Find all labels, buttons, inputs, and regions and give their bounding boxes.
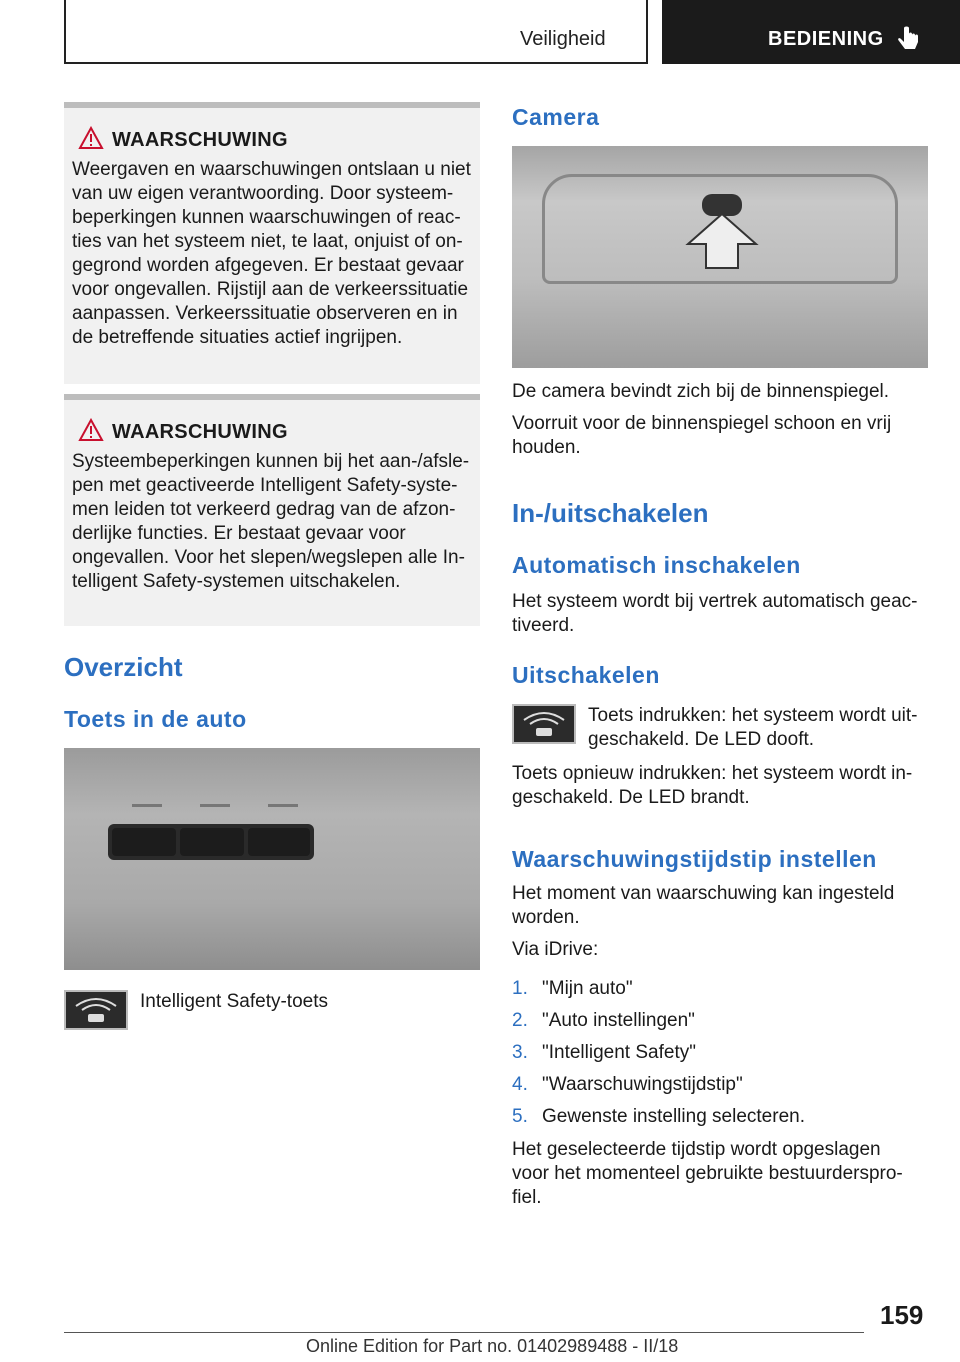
intelligent-safety-icon	[64, 990, 128, 1030]
auto-text-1: Het systeem wordt bij vertrek automatisch geac-	[512, 591, 918, 612]
tijd-text-2: worden.	[512, 907, 580, 928]
heading-toets: Toets in de auto	[64, 706, 247, 732]
page-number: 159	[880, 1300, 924, 1330]
step-number: 4.	[512, 1074, 528, 1095]
led-indicator	[200, 804, 230, 807]
heading-overzicht: Overzicht	[64, 652, 183, 682]
step-text: "Waarschuwingstijdstip"	[542, 1074, 743, 1095]
heading-uit: Uitschakelen	[512, 662, 660, 688]
uit-text-2: geschakeld. De LED dooft.	[588, 729, 815, 750]
button-panel-photo	[64, 748, 480, 970]
footer-divider	[64, 1332, 864, 1333]
auto-text-2: tiveerd.	[512, 615, 575, 636]
warning-line: telligent Safety-systemen uitschakelen.	[72, 571, 401, 592]
arrow-up-icon	[684, 210, 760, 270]
led-indicator	[268, 804, 298, 807]
intelligent-safety-icon	[512, 704, 576, 744]
icon-caption: Intelligent Safety-toets	[140, 991, 328, 1012]
step-text: "Intelligent Safety"	[542, 1042, 696, 1063]
warning-line: beperkingen kunnen waarschuwingen of reac-	[72, 207, 461, 228]
uit-text-3: Toets opnieuw indrukken: het systeem wordt in-	[512, 763, 913, 784]
parking-button	[248, 828, 310, 856]
warning-line: aanpassen. Verkeerssituatie observeren en in	[72, 303, 458, 324]
warning-box-1	[64, 102, 480, 384]
warning-title-text: WAARSCHUWING	[112, 421, 288, 443]
pointing-hand-icon	[896, 26, 922, 54]
via-idrive: Via iDrive:	[512, 939, 599, 960]
warning-box-2	[64, 394, 480, 626]
uit-text-1: Toets indrukken: het systeem wordt uit-	[588, 705, 918, 726]
camera-text-2a: Voorruit voor de binnenspiegel schoon en vrij	[512, 413, 892, 434]
camera-photo	[512, 146, 928, 368]
warning-body	[72, 158, 472, 350]
warning-title	[72, 126, 472, 154]
heading-inuit: In-/uitschakelen	[512, 498, 709, 528]
warning-line: derlijke functies. Er bestaat gevaar voor	[72, 523, 406, 544]
camera-text-2b: houden.	[512, 437, 581, 458]
heading-camera: Camera	[512, 104, 600, 130]
step-text: "Mijn auto"	[542, 978, 633, 999]
led-indicator	[132, 804, 162, 807]
warning-title	[72, 418, 472, 446]
edition-text: Online Edition for Part no. 01402989488 - II/18	[306, 1336, 679, 1356]
warning-line: pen met geactiveerde Intelligent Safety-syste-	[72, 475, 458, 496]
header-tab-label: BEDIENING	[768, 28, 884, 50]
step-number: 5.	[512, 1106, 528, 1127]
warning-line: de betreffende situaties actief ingrijpen.	[72, 327, 403, 348]
warning-triangle-icon	[78, 126, 104, 150]
warning-line: Weergaven en waarschuwingen ontslaan u niet	[72, 159, 471, 180]
warning-line: Systeembeperkingen kunnen bij het aan-/afsle-	[72, 451, 470, 472]
tijd-text-1: Het moment van waarschuwing kan ingesteld	[512, 883, 895, 904]
step-text: "Auto instellingen"	[542, 1010, 695, 1031]
camera-text-1: De camera bevindt zich bij de binnenspiegel.	[512, 381, 890, 402]
warning-line: van uw eigen verantwoording. Door systeem-	[72, 183, 454, 204]
step-number: 1.	[512, 978, 528, 999]
warning-line: ongevallen. Voor het slepen/wegslepen alle In-	[72, 547, 465, 568]
final-text-3: fiel.	[512, 1187, 542, 1208]
lane-keep-button	[112, 828, 176, 856]
uit-text-4: geschakeld. De LED brandt.	[512, 787, 750, 808]
final-text-2: voor het momenteel gebruikte bestuurderspro-	[512, 1163, 903, 1184]
heading-tijdstip: Waarschuwingstijdstip instellen	[512, 846, 877, 872]
warning-line: voor ongevallen. Rijstijl aan de verkeerssituatie	[72, 279, 469, 300]
intelligent-safety-button	[180, 828, 244, 856]
header-section-label: Veiligheid	[520, 28, 606, 50]
warning-line: ties van het systeem niet, te laat, onjuist of on-	[72, 231, 463, 252]
warning-line: gegrond worden afgegeven. Er bestaat gevaar	[72, 255, 464, 276]
step-number: 2.	[512, 1010, 528, 1031]
step-number: 3.	[512, 1042, 528, 1063]
step-text: Gewenste instelling selecteren.	[542, 1106, 805, 1127]
warning-title-text: WAARSCHUWING	[112, 129, 288, 151]
warning-triangle-icon	[78, 418, 104, 442]
heading-auto: Automatisch inschakelen	[512, 552, 801, 578]
final-text-1: Het geselecteerde tijdstip wordt opgeslagen	[512, 1139, 881, 1160]
warning-line: men leiden tot verkeerd gedrag van de afzon-	[72, 499, 456, 520]
warning-body	[72, 450, 472, 594]
